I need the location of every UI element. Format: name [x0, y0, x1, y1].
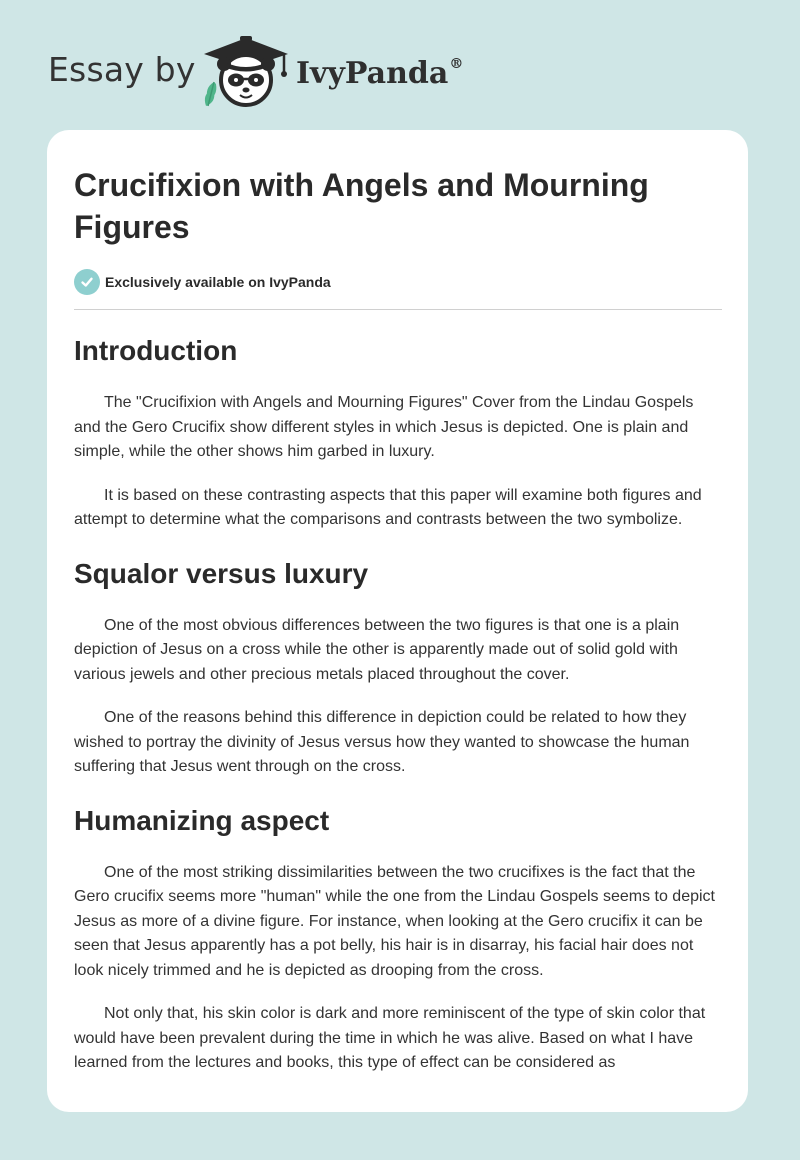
exclusive-badge — [74, 268, 722, 296]
title-divider — [74, 309, 722, 310]
paragraph: One of the most striking dissimilarities between the two crucifixes is the fact that the Gero crucifix seems more "human" while the one from the Lindau Gospels seems to depict Jesus as more of a divine figure. For instance, when looking at the Gero crucifix it can be seen that Jesus apparently has a pot belly, his hair is in disarray, his facial hair does not look nicely trimmed and he is depicted as drooping from the cross. — [74, 863, 715, 979]
paragraph: One of the reasons behind this difference in depiction could be related to how they wished to portray the divinity of Jesus versus how they wanted to showcase the human suffering that Jesus went through on the cross. — [74, 709, 690, 775]
section-heading: Introduction — [74, 335, 238, 366]
section-heading: Squalor versus luxury — [74, 557, 369, 589]
site-header — [0, 0, 800, 130]
brand-text: IvyPanda — [296, 56, 449, 91]
paragraph: The "Crucifixion with Angels and Mourning Figures" Cover from the Lindau Gospels and the Gero Crucifix show different styles in which Jesus is depicted. One is plain and simple, while the other shows him garbed in luxury. — [74, 394, 694, 460]
paragraph: It is based on these contrasting aspects that this paper will examine both figures and attempt to determine what the comparisons and contrasts between the two symbolize. — [74, 486, 702, 528]
essay-content — [74, 130, 722, 1076]
section-heading: Humanizing aspect — [74, 804, 330, 836]
paragraph: Not only that, his skin color is dark and more reminiscent of the type of skin color that would have been prevalent during the time in which he was alive. Based on what I have learned from the lectures and books, this type of effect can be considered as — [74, 1005, 706, 1071]
essay-card — [47, 130, 748, 1112]
check-circle-icon — [74, 269, 100, 295]
essay-title: Crucifixion with Angels and Mourning Figures — [74, 167, 649, 245]
essay-by-label: Essay by — [48, 50, 196, 89]
paragraph: One of the most obvious differences between the two figures is that one is a plain depiction of Jesus on a cross while the other is apparently made out of solid gold with various jewels and other precious metals placed throughout the cover. — [74, 616, 680, 683]
panda-logo-icon[interactable] — [200, 34, 292, 110]
registered-mark: ® — [449, 56, 464, 72]
exclusive-badge-text: Exclusively available on IvyPanda — [105, 274, 331, 290]
brand-name[interactable] — [296, 56, 463, 91]
